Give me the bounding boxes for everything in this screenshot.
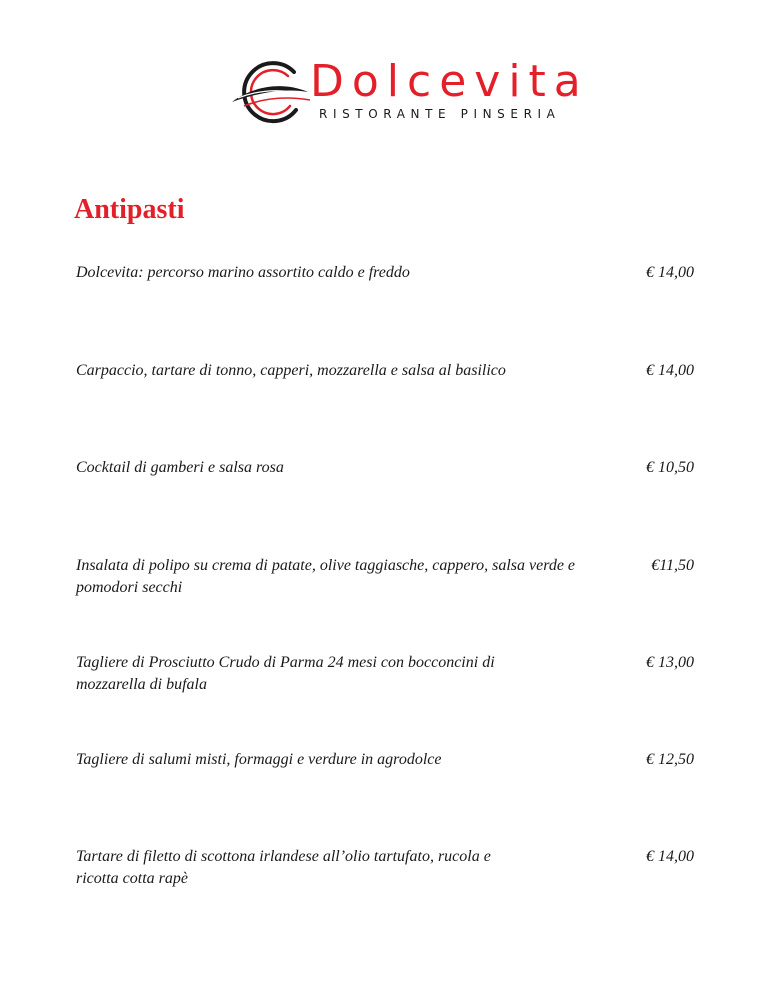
- logo-swoosh-icon: [230, 58, 312, 130]
- menu-item-price: €11,50: [651, 557, 694, 574]
- section-title: Antipasti: [74, 194, 185, 225]
- brand-subtitle: RISTORANTE PINSERIA: [319, 107, 561, 121]
- menu-item-name: Cocktail di gamberi e salsa rosa: [76, 459, 284, 476]
- menu-item-price: € 10,50: [646, 459, 694, 476]
- brand-name: Dolcevita: [310, 56, 589, 107]
- menu-item-price: € 14,00: [646, 848, 694, 865]
- menu-item-name: Insalata di polipo su crema di patate, olive taggiasche, cappero, salsa verde e pomodori secchi: [76, 557, 576, 596]
- menu-item-name: Tagliere di salumi misti, formaggi e verdure in agrodolce: [76, 751, 442, 768]
- menu-item-name: Dolcevita: percorso marino assortito caldo e freddo: [76, 264, 410, 281]
- menu-item-name: Carpaccio, tartare di tonno, capperi, mozzarella e salsa al basilico: [76, 362, 506, 379]
- restaurant-logo: [230, 56, 589, 130]
- menu-item-name: Tartare di filetto di scottona irlandese all’olio tartufato, rucola e ricotta cotta rapè: [76, 848, 491, 887]
- menu-item-price: € 14,00: [646, 264, 694, 281]
- menu-item-name: Tagliere di Prosciutto Crudo di Parma 24 mesi con bocconcini di mozzarella di bufala: [76, 654, 495, 693]
- menu-item-price: € 12,50: [646, 751, 694, 768]
- menu-item-price: € 14,00: [646, 362, 694, 379]
- menu-item-price: € 13,00: [646, 654, 694, 671]
